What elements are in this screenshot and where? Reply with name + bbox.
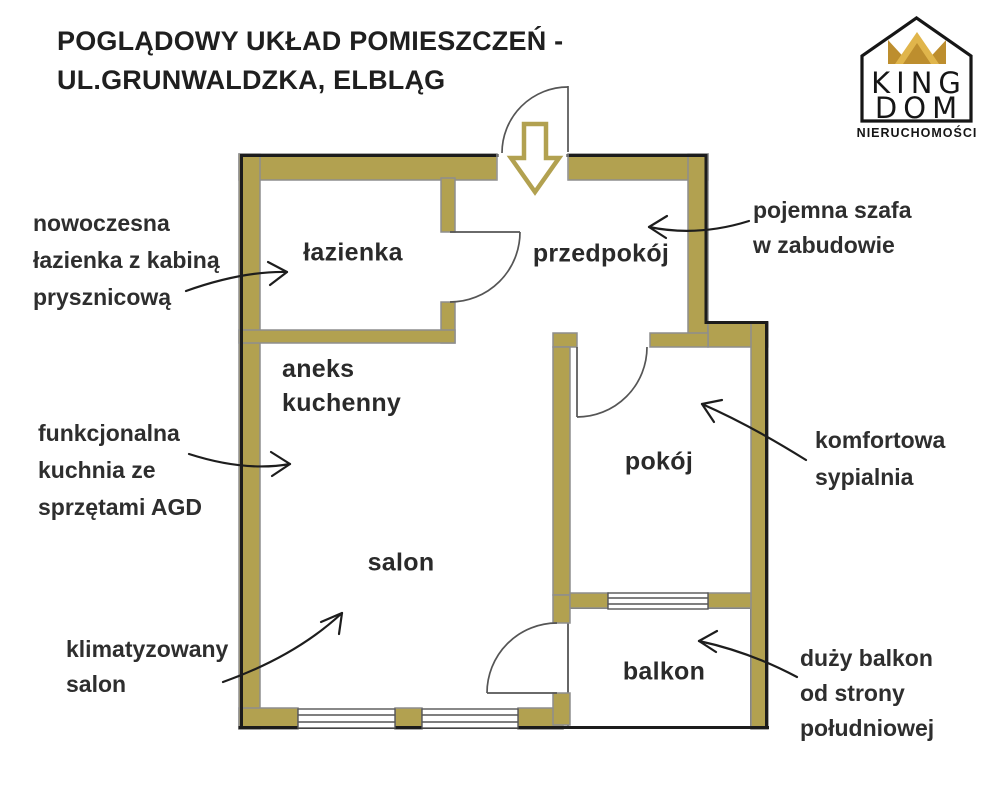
aneks-line2: kuchenny	[282, 389, 402, 417]
annotation-bathroom-line3: prysznicową	[33, 284, 172, 310]
wall-bottom-pier	[395, 708, 422, 729]
wall-bath-bottom	[239, 330, 455, 343]
annotation-balcony	[800, 641, 934, 746]
annotation-bathroom	[33, 205, 220, 316]
room-label-lazienka: łazienka	[303, 238, 403, 267]
annotation-wardrobe	[753, 193, 912, 263]
annotation-balcony-line1: duży balkon	[800, 645, 933, 671]
aneks-line1: aneks	[282, 355, 355, 383]
annotation-living-line1: klimatyzowany	[66, 636, 229, 662]
annotation-bathroom-line2: łazienka z kabiną	[33, 247, 220, 273]
wall-bedroom-top-left	[553, 333, 577, 347]
wall-bedroom-left	[553, 347, 570, 595]
page-title-line1: POGLĄDOWY UKŁAD POMIESZCZEŃ -	[57, 26, 564, 56]
annotation-bathroom-line1: nowoczesna	[33, 210, 170, 236]
annotation-kitchen-line3: sprzętami AGD	[38, 494, 203, 520]
annotation-wardrobe-line1: pojemna szafa	[753, 197, 912, 223]
annotation-kitchen-line2: kuchnia ze	[38, 457, 156, 483]
salon-window-1	[298, 709, 395, 728]
wall-bedroom-window-left	[570, 593, 608, 608]
annotation-bedroom	[815, 422, 945, 496]
salon-window-2	[422, 709, 518, 728]
room-label-balkon: balkon	[622, 657, 706, 686]
bathroom-door	[450, 232, 520, 302]
crown-icon	[888, 32, 946, 64]
annotation-balcony-line2: od strony	[800, 680, 905, 706]
annotation-bedroom-line1: komfortowa	[815, 427, 946, 453]
annotation-living-line2: salon	[66, 671, 127, 697]
room-label-aneks-kuchenny	[282, 352, 401, 420]
annotation-bedroom-line2: sypialnia	[815, 464, 914, 490]
wall-bottom-a	[239, 708, 298, 729]
annotation-kitchen-line1: funkcjonalna	[38, 420, 180, 446]
wall-top-right	[568, 154, 708, 180]
annotation-kitchen	[38, 415, 202, 526]
wall-balcony-stub-upper	[553, 595, 570, 623]
room-label-pokoj: pokój	[624, 447, 694, 476]
annotation-wardrobe-line2: w zabudowie	[753, 232, 895, 258]
wall-bath-partition-upper	[441, 178, 455, 232]
annotation-living	[66, 632, 228, 702]
wall-balcony-stub-lower	[553, 693, 570, 725]
bedroom-window	[608, 593, 708, 609]
logo-text-king: KING	[871, 66, 967, 100]
kingdom-logo	[848, 6, 982, 146]
page-title-line2: UL.GRUNWALDZKA, ELBLĄG	[57, 65, 446, 95]
wall-top-left	[239, 154, 497, 180]
page-title	[57, 22, 563, 100]
annotation-balcony-line3: południowej	[800, 715, 935, 741]
balcony-door	[487, 623, 557, 693]
room-label-salon: salon	[367, 548, 435, 577]
wall-bedroom-window-right	[708, 593, 752, 608]
room-label-przedpokoj: przedpokój	[532, 239, 670, 268]
wall-bedroom-top-right	[650, 333, 708, 347]
logo-subtitle: NIERUCHOMOŚCI	[856, 126, 978, 140]
bedroom-door	[577, 347, 647, 417]
logo-text-dom: DOM	[874, 91, 964, 125]
entrance-arrow-icon	[511, 124, 559, 192]
